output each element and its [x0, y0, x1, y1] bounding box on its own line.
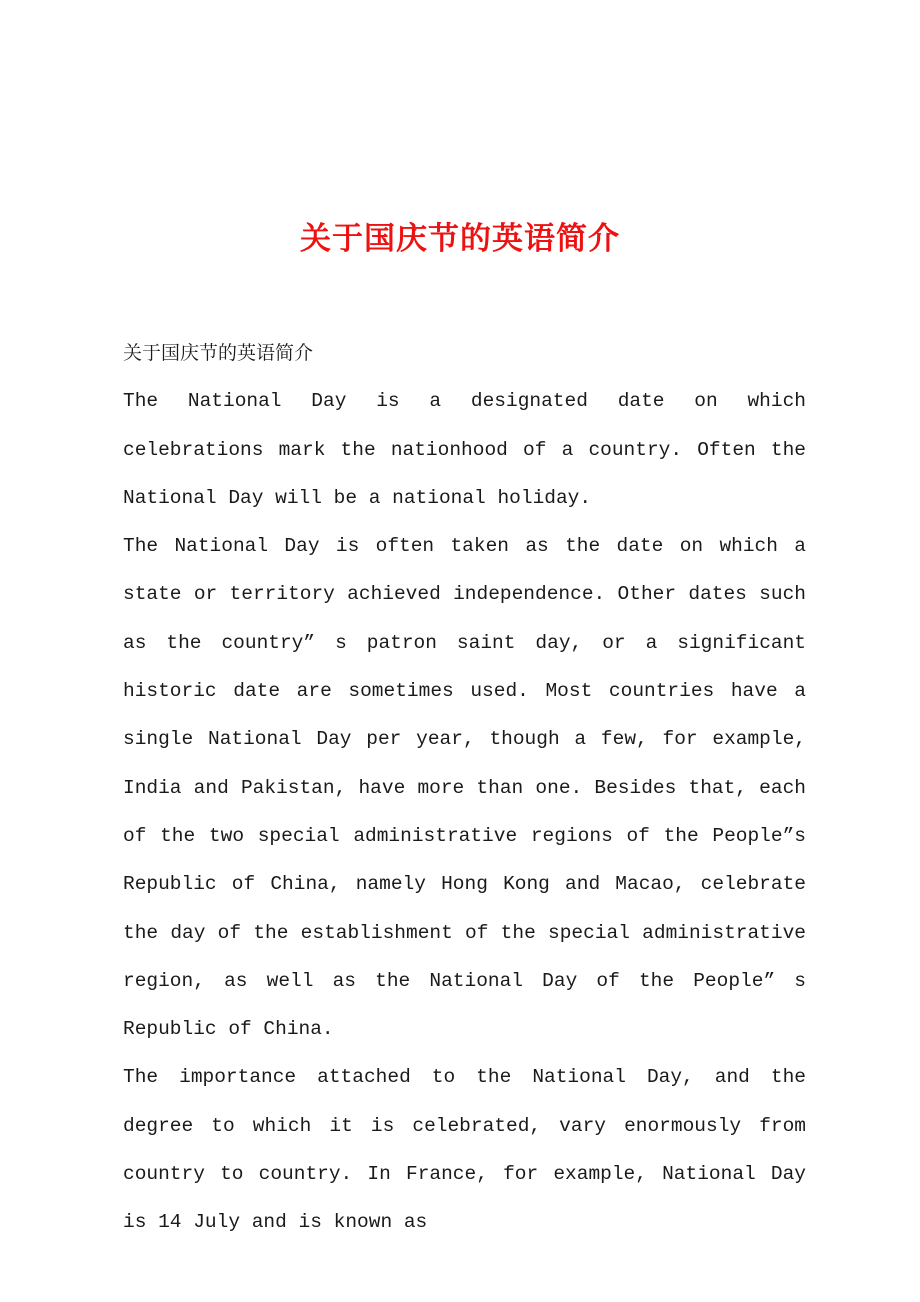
paragraph-3: The importance attached to the National Day, and the degree to which it is celebrated, vary enormously from country to country. In France, for example, National Day is 14 July and is known as [123, 1066, 806, 1234]
document-title: 关于国庆节的英语简介 [300, 220, 620, 257]
document-body [123, 329, 806, 1247]
document-subtitle: 关于国庆节的英语简介 [123, 342, 314, 364]
paragraph-2: The National Day is often taken as the date on which a state or territory achieved independence. Other dates such as the country” s patron saint day, or a significant historic date are sometimes used. Most countries have a single National Day per year, though a few, for example, India and Pakistan, have more than one. Besides that, each of the two special administrative regions of the People”s Republic of China, namely Hong Kong and Macao, celebrate the day of the establishment of the special administrative region, as well as the National Day of the People” s Republic of China. [123, 535, 806, 1041]
paragraph-1: The National Day is a designated date on which celebrations mark the nationhood of a country. Often the National Day will be a national holiday. [123, 390, 806, 509]
